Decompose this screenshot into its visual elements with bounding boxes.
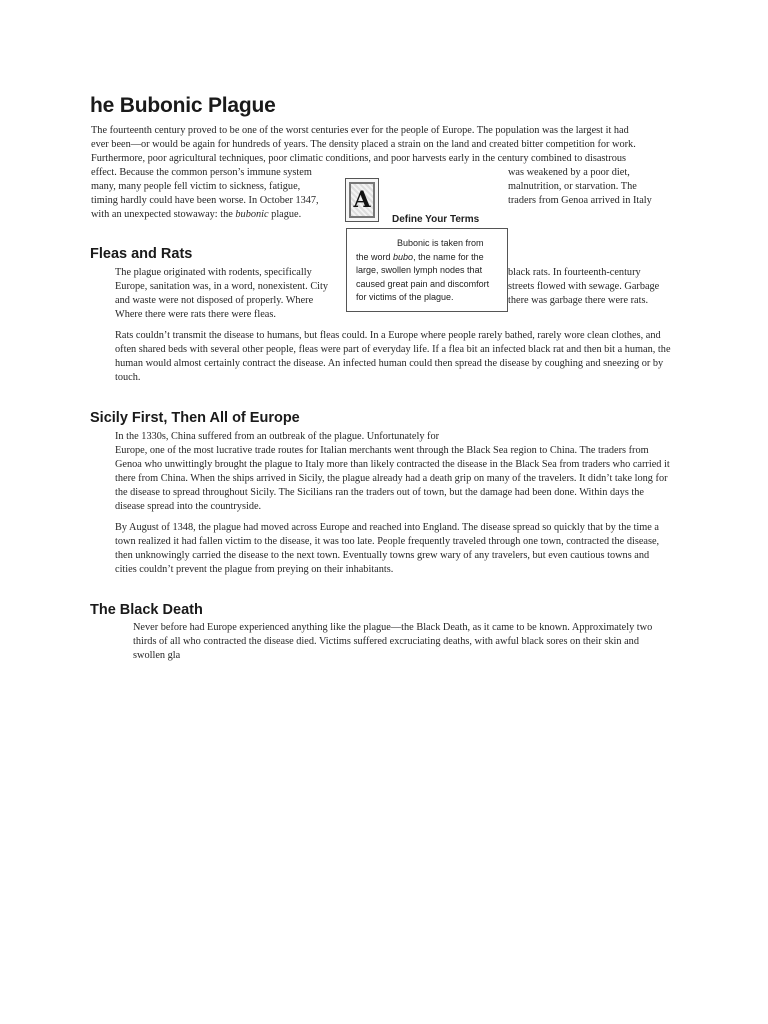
intro-line: timing hardly could have been worse. In October 1347, (91, 195, 319, 206)
sicily-section (115, 430, 671, 584)
page-title: he Bubonic Plague (90, 94, 276, 117)
intro-right-column (508, 166, 652, 208)
fleas-right-column (508, 266, 659, 308)
intro-text: with an unexpected stowaway: the (91, 209, 236, 220)
intro-line: effect. Because the common person’s immune system (91, 167, 312, 178)
define-line: Bubonic is taken from (397, 238, 484, 248)
intro-line: was weakened by a poor diet, (508, 167, 630, 178)
sicily-line: In the 1330s, China suffered from an outbreak of the plague. Unfortunately for (115, 431, 440, 442)
fleas-line: black rats. In fourteenth-century (508, 267, 641, 278)
fleas-line: streets flowed with sewage. Garbage (508, 281, 660, 292)
define-line (356, 251, 499, 265)
sicily-para: Europe, one of the most lucrative trade routes for Italian merchants went through the Black Sea region to China. The traders from Genoa who unwittingly brought the plague to Italy more than likely contracted the disease in the Black Sea from traders who carried it there from China. When the ships arrived in Sicily, the plague already had a death grip on many of the travelers. It didn’t take long for the disease to spread throughout Sicily. The Sicilians ran the traders out of town, but the damage had been done. Within days the disease spread into the countryside. (115, 445, 670, 512)
intro-left-column (91, 166, 319, 222)
define-line: for victims of the plague. (356, 292, 454, 302)
fleas-line: Europe, sanitation was, in a word, nonexistent. City (115, 281, 329, 292)
intro-emphasis: bubonic (235, 209, 269, 220)
drop-cap-badge (345, 178, 379, 222)
fleas-para: Rats couldn’t transmit the disease to humans, but fleas could. In a Europe where people rarely bathed, rarely wore clean clothes, and often shared beds with several other people, fleas were part of everyday life. If a flea bit an infected black rat and then bit a human, the human would almost certainly contract the disease. An infected human could then spread the disease by coughing and sneezing or by touch. (115, 330, 671, 383)
define-terms-box (346, 228, 508, 312)
intro-line (91, 208, 319, 222)
define-text: , the name for the (413, 251, 484, 262)
section-heading-fleas: Fleas and Rats (90, 246, 193, 262)
intro-paragraph (91, 124, 651, 166)
section-heading-sicily: Sicily First, Then All of Europe (90, 410, 300, 426)
fleas-line: and waste were not disposed of properly. Where (115, 295, 314, 306)
fleas-line: The plague originated with rodents, specifically (115, 267, 312, 278)
fleas-line: there was garbage there were rats. (508, 295, 649, 306)
define-terms-title: Define Your Terms (392, 214, 480, 225)
sicily-para: By August of 1348, the plague had moved across Europe and reached into England. The disease spread so quickly that by the time a town realized it had fallen victim to the disease, it was too late. People frequently traveled through one town, contracted the disease, then unknowingly carried the disease to the next town. Eventually towns grew wary of any travelers, but even cautious towns and cities couldn’t prevent the plague from preying on their inhabitants. (115, 522, 660, 575)
define-line: large, swollen lymph nodes that (356, 265, 483, 275)
intro-line: many, many people fell victim to sickness, fatigue, (91, 181, 301, 192)
define-line: caused great pain and discomfort (356, 278, 490, 289)
define-emphasis: bubo (393, 251, 414, 262)
intro-line: Furthermore, poor agricultural techniques, poor climatic conditions, and poor harvests early in the century combined to disastrous (91, 153, 627, 164)
define-text: the word (356, 251, 394, 262)
intro-line: malnutrition, or starvation. The (508, 181, 637, 192)
black-death-para: Never before had Europe experienced anything like the plague—the Black Death, as it came to be known. Approximately two thirds of all who contracted the disease died. Victims suffered excruciating deaths, with awful black sores on their skin and swollen gla (133, 622, 653, 661)
letter-a-icon: A (349, 182, 375, 218)
fleas-paragraph (115, 329, 671, 392)
fleas-line: Where there were rats there were fleas. (115, 309, 276, 320)
section-heading-black-death: The Black Death (90, 602, 203, 618)
intro-line: ever been—or would be again for hundreds of years. The density placed a strain on the land and created bitter competition for work. (91, 139, 636, 150)
intro-text: plague. (268, 209, 302, 220)
black-death-section (133, 621, 673, 670)
intro-line: The fourteenth century proved to be one of the worst centuries ever for the people of Europe. The population was the largest it had (91, 125, 629, 136)
intro-line: traders from Genoa arrived in Italy (508, 195, 652, 206)
fleas-left-column (115, 266, 328, 322)
